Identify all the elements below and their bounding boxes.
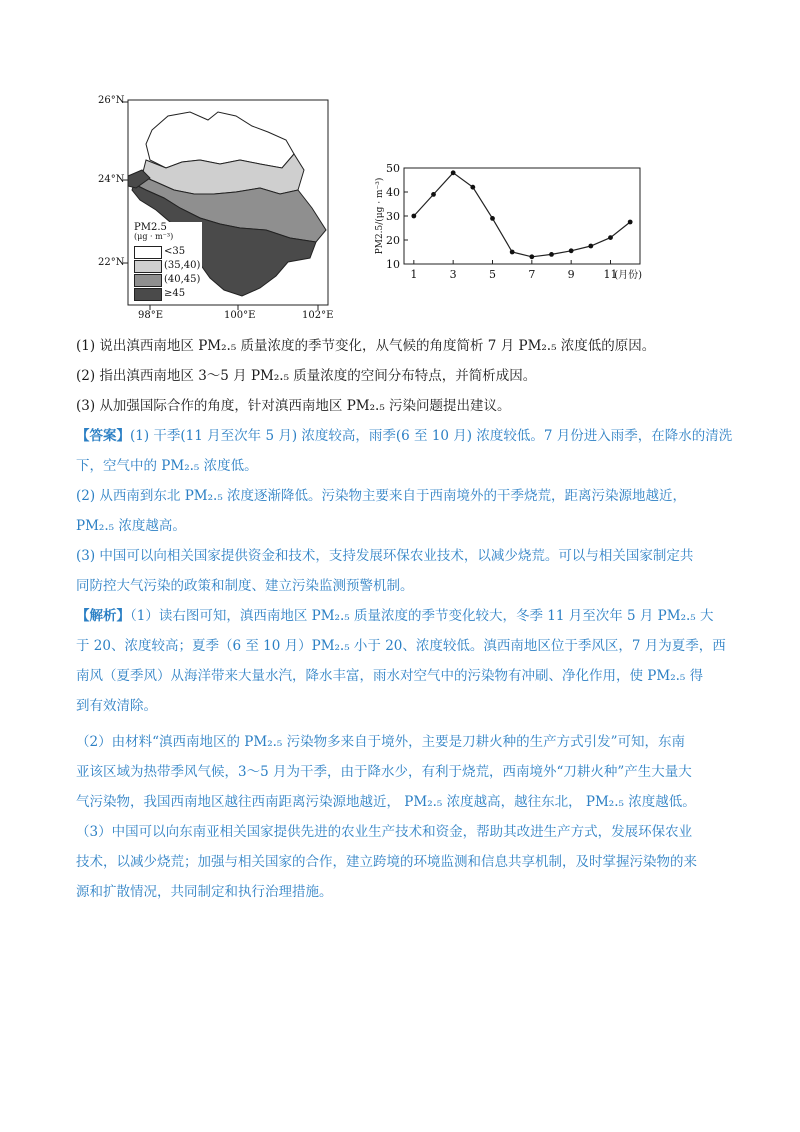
- analysis-text-1: （1）读右图可知，滇西南地区 PM₂.₅ 质量浓度的季节变化较大，冬季 11 月至次年 5 月 PM₂.₅ 大: [130, 608, 714, 624]
- x-tick-label-3: 3: [449, 268, 457, 281]
- data-point-8: [549, 252, 554, 257]
- legend-swatch-40-45: [134, 274, 162, 287]
- lon-label-98: 98°E: [138, 310, 164, 321]
- analysis-line-7: 气污染物，我国西南地区越往西南距离污染源地越近， PM₂.₅ 浓度越高，越往东北， PM₂.₅ 浓度越低。: [76, 794, 696, 810]
- answer-text-1: (1) 干季(11 月至次年 5 月) 浓度较高，雨季(6 至 10 月) 浓度较低。7 月份进入雨季，在降水的清洗: [130, 428, 733, 444]
- data-point-3: [451, 170, 456, 175]
- data-point-6: [510, 250, 515, 255]
- x-tick-label-7: 7: [528, 268, 536, 281]
- data-point-10: [588, 244, 593, 249]
- data-point-2: [431, 192, 436, 197]
- question-2: (2) 指出滇西南地区 3～5 月 PM₂.₅ 质量浓度的空间分布特点，并简析成因。: [76, 368, 537, 384]
- y-tick-label-40: 40: [386, 186, 400, 199]
- x-tick-label-1: 1: [410, 268, 418, 281]
- y-tick-label-30: 30: [386, 210, 400, 223]
- answer-tag: 【答案】: [76, 428, 130, 444]
- answer-line-5: (3) 中国可以向相关国家提供资金和技术，支持发展环保农业技术，以减少烧荒。可以与相关国家制定共: [76, 548, 694, 564]
- analysis-line-3: 南风（夏季风）从海洋带来大量水汽，降水丰富，雨水对空气中的污染物有冲刷、净化作用，使 PM₂.₅ 得: [76, 668, 704, 684]
- y-tick-label-50: 50: [386, 162, 400, 175]
- lon-label-102: 102°E: [302, 310, 334, 321]
- x-tick-label-5: 5: [489, 268, 496, 281]
- lon-label-100: 100°E: [224, 310, 256, 321]
- analysis-line-8: （3）中国可以向东南亚相关国家提供先进的农业生产技术和资金，帮助其改进生产方式，发展环保农业: [76, 824, 693, 840]
- x-tick-label-9: 9: [567, 268, 575, 281]
- answer-line-2: 下，空气中的 PM₂.₅ 浓度低。: [76, 458, 258, 474]
- legend-unit: (μg · m⁻³): [134, 232, 174, 241]
- map-legend: [132, 222, 202, 304]
- lat-label-24: 24°N: [98, 174, 125, 185]
- legend-label-ge45: ≥45: [164, 288, 186, 299]
- analysis-line-6: 亚该区域为热带季风气候，3～5 月为干季，由于降水少，有利于烧荒，西南境外“刀耕火种”产生大量大: [76, 764, 692, 780]
- analysis-line-1: [76, 606, 713, 626]
- data-point-5: [490, 216, 495, 221]
- question-1: (1) 说出滇西南地区 PM₂.₅ 质量浓度的季节变化，从气候的角度简析 7 月 PM₂.₅ 浓度低的原因。: [76, 338, 656, 354]
- legend-label-lt35: <35: [164, 246, 186, 257]
- y-tick-label-20: 20: [386, 234, 400, 247]
- analysis-tag: 【解析】: [76, 608, 130, 624]
- data-point-9: [569, 248, 574, 253]
- legend-swatch-ge45: [134, 288, 162, 301]
- y-tick-label-10: 10: [386, 258, 400, 271]
- analysis-line-9: 技术，以减少烧荒；加强与相关国家的合作，建立跨境的环境监测和信息共享机制，及时掌握污染物的来: [76, 854, 697, 870]
- answer-line-6: 同防控大气污染的政策和制度、建立污染监测预警机制。: [76, 578, 414, 594]
- legend-label-40-45: (40,45): [164, 274, 201, 285]
- series-line: [414, 173, 630, 257]
- x-tick-label-11: 11: [603, 268, 618, 281]
- analysis-line-10: 源和扩散情况，共同制定和执行治理措施。: [76, 884, 333, 900]
- data-point-1: [411, 214, 416, 219]
- analysis-line-5: （2）由材料“滇西南地区的 PM₂.₅ 污染物多来自于境外，主要是刀耕火种的生产方式引发”可知，东南: [76, 734, 685, 750]
- answer-line-3: (2) 从西南到东北 PM₂.₅ 浓度逐渐降低。污染物主要来自于西南境外的干季烧荒，距离污染源地越近，: [76, 488, 687, 504]
- legend-swatch-35-40: [134, 260, 162, 273]
- legend-label-35-40: (35,40): [164, 260, 201, 271]
- data-point-11: [608, 235, 613, 240]
- pm25-map-figure: [90, 90, 340, 325]
- question-3: (3) 从加强国际合作的角度，针对滇西南地区 PM₂.₅ 污染问题提出建议。: [76, 398, 511, 414]
- x-unit-label: (月份): [614, 270, 642, 281]
- data-point-7: [529, 254, 534, 259]
- data-point-4: [470, 185, 475, 190]
- y-axis-label: PM2.5/(μg · m⁻³): [375, 177, 385, 255]
- map-svg: [90, 90, 340, 325]
- lat-label-22: 22°N: [98, 257, 125, 268]
- analysis-line-2: 于 20、浓度较高；夏季（6 至 10 月）PM₂.₅ 小于 20、浓度较低。滇西南地区位于季风区，7 月为夏季，西: [76, 638, 726, 654]
- answer-line-1: [76, 426, 732, 446]
- legend-title: PM2.5: [134, 222, 167, 233]
- pm25-line-chart: [368, 160, 658, 290]
- lat-label-26: 26°N: [98, 95, 125, 106]
- legend-swatch-lt35: [134, 246, 162, 259]
- data-point-12: [628, 220, 633, 225]
- chart-svg: [368, 160, 658, 290]
- answer-line-4: PM₂.₅ 浓度越高。: [76, 518, 186, 534]
- analysis-line-4: 到有效清除。: [76, 698, 157, 714]
- plot-frame: [404, 168, 640, 264]
